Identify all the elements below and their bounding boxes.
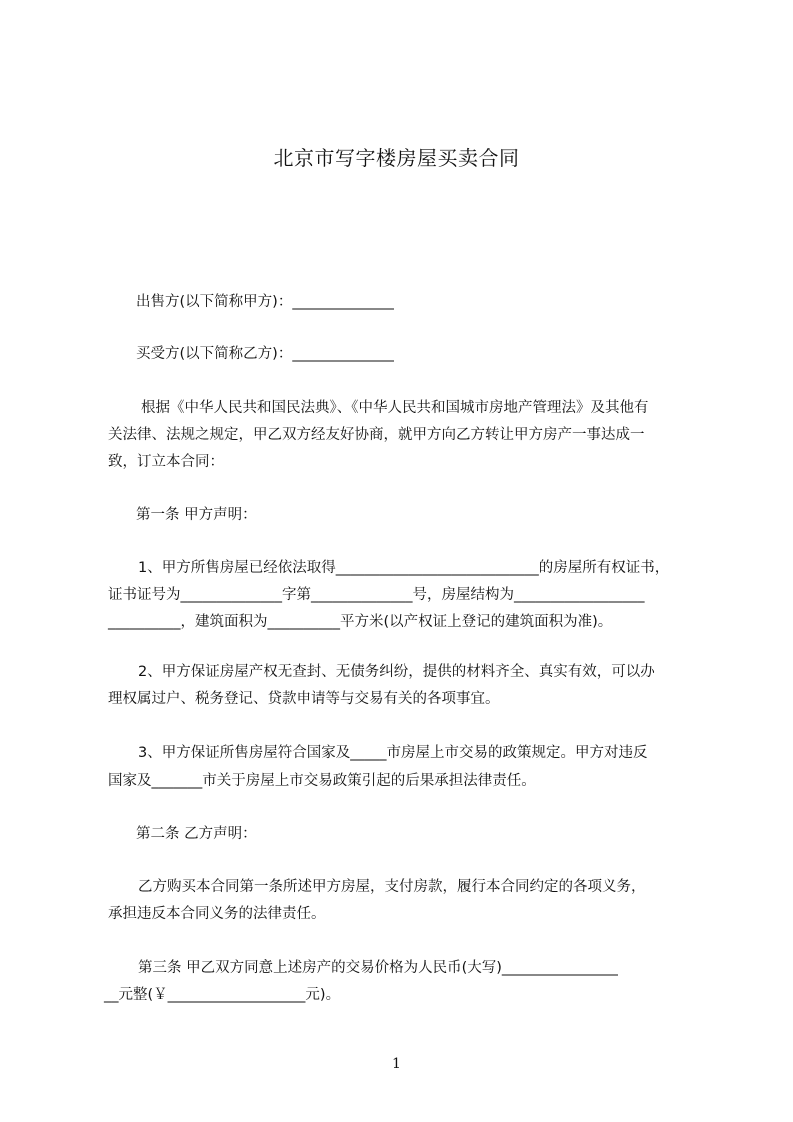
buyer-line: 买受方(以下简称乙方)：______________ (136, 346, 394, 362)
article-2-heading: 第二条 乙方声明： (136, 826, 257, 842)
preamble-line-2: 关法律、法规之规定，甲乙双方经友好协商，就甲方向乙方转让甲方房产一事达成一 (108, 427, 645, 443)
preamble-line-3: 致，订立本合同： (108, 454, 224, 470)
article-1-item-1-line-3: __________，建筑面积为__________平方米(以产权证上登记的建筑面积为准)。 (108, 614, 613, 630)
page-title: 北京市写字楼房屋买卖合同 (273, 146, 520, 170)
preamble-line-1: 根据《中华人民共和国民法典》、《中华人民共和国城市房地产管理法》及其他有 (141, 400, 649, 416)
article-2-line-1: 乙方购买本合同第一条所述甲方房屋，支付房款，履行本合同约定的各项义务， (138, 879, 646, 895)
article-1-item-3-line-2: 国家及_______市关于房屋上市交易政策引起的后果承担法律责任。 (108, 773, 536, 789)
article-1-heading: 第一条 甲方声明： (136, 507, 257, 523)
article-1-item-1-line-2: 证书证号为______________字第______________号，房屋结构为__________________ (108, 587, 645, 603)
page-number: 1 (392, 1056, 401, 1072)
article-1-item-3-line-1: 3、甲方保证所售房屋符合国家及_____市房屋上市交易的政策规定。甲方对违反 (138, 745, 648, 761)
seller-line: 出售方(以下简称甲方)：______________ (136, 294, 394, 310)
article-3-line-1: 第三条 甲乙双方同意上述房产的交易价格为人民币(大写)________________ (138, 960, 618, 976)
article-1-item-2-line-1: 2、甲方保证房屋产权无查封、无债务纠纷，提供的材料齐全、真实有效，可以办 (138, 664, 655, 680)
article-1-item-2-line-2: 理权属过户、税务登记、贷款申请等与交易有关的各项事宜。 (108, 691, 500, 707)
article-2-line-2: 承担违反本合同义务的法律责任。 (108, 906, 326, 922)
article-3-line-2: __元整(￥___________________元)。 (104, 987, 341, 1003)
article-1-item-1-line-1: 1、甲方所售房屋已经依法取得____________________________的房屋所有权证书， (138, 560, 670, 576)
